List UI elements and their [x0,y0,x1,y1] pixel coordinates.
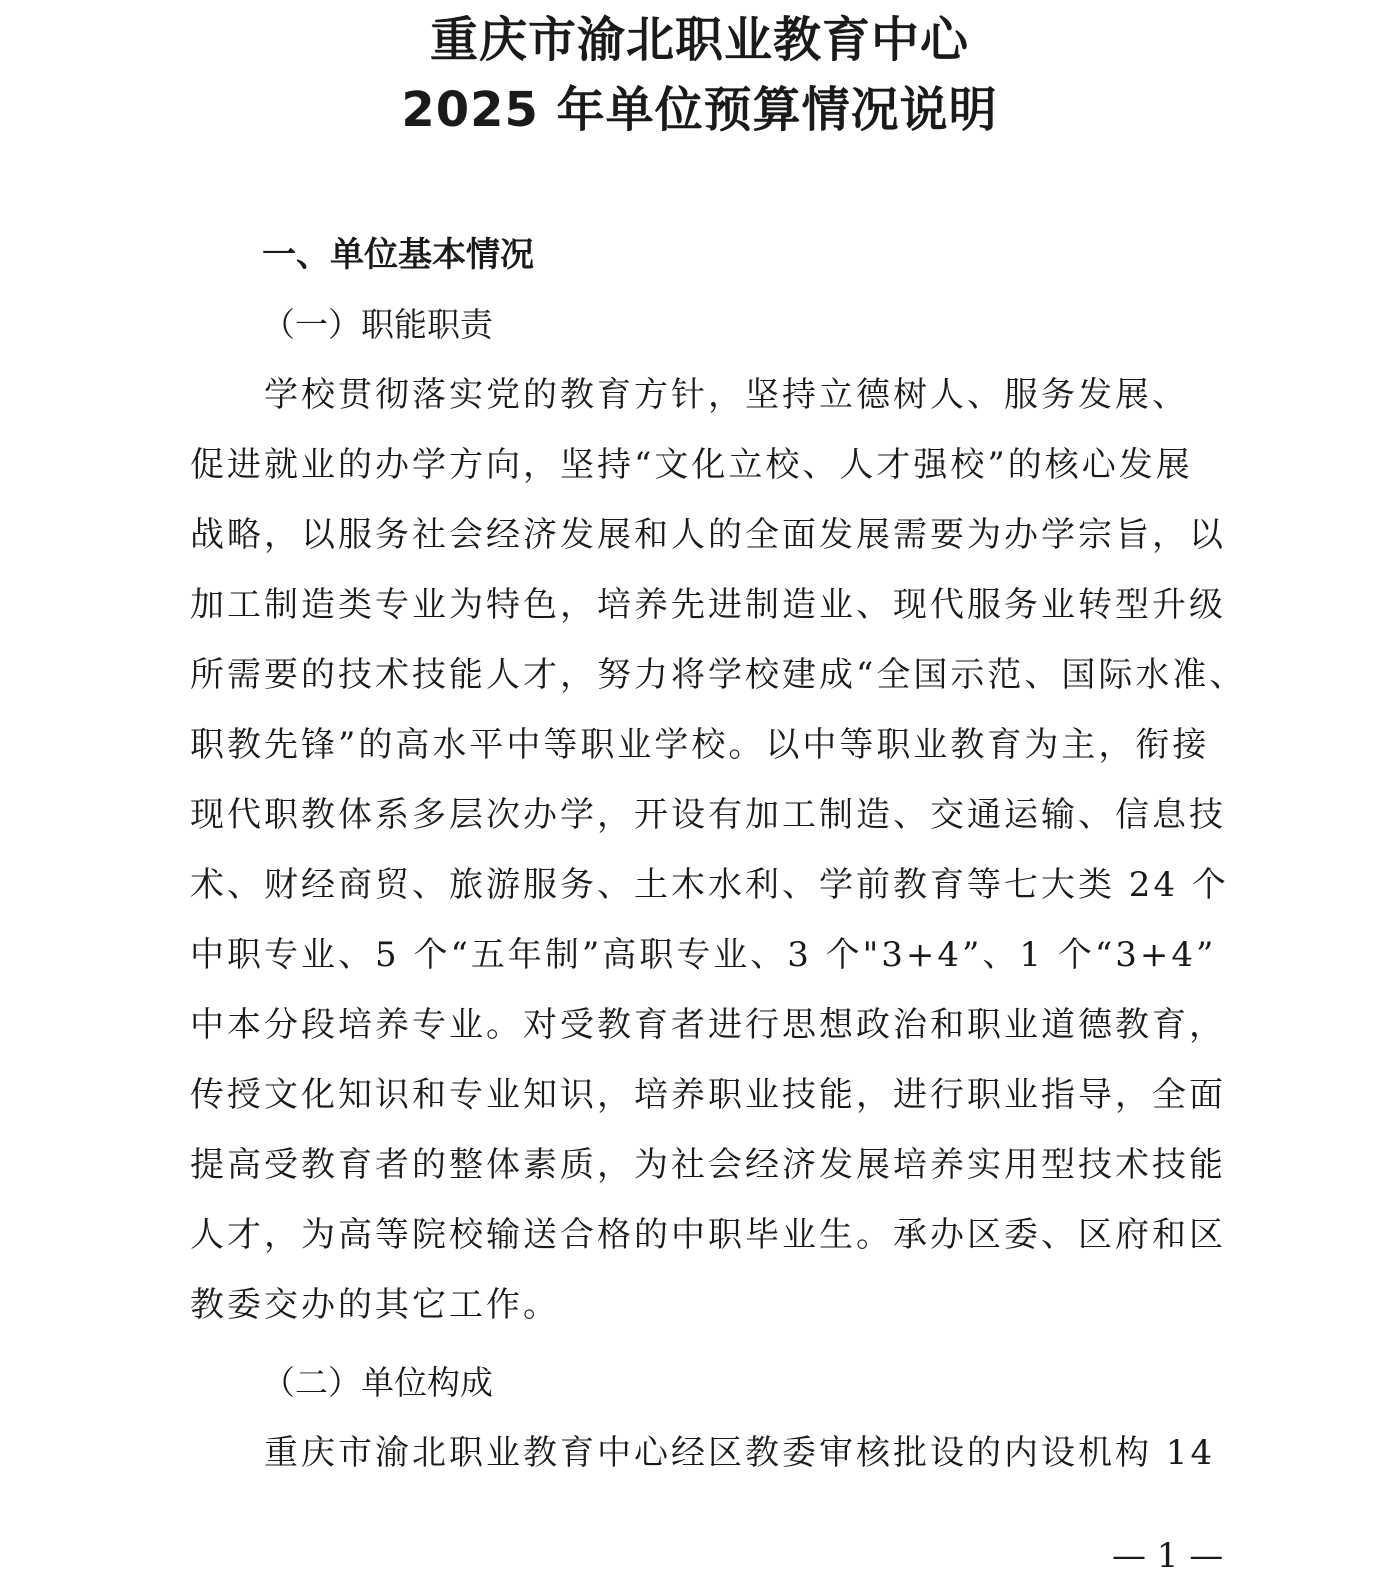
paragraph-line: 重庆市渝北职业教育中心经区教委审核批设的内设机构 14 [264,1433,1216,1473]
paragraph-line: 术、财经商贸、旅游服务、土木水利、学前教育等七大类 24 个 [190,865,1229,905]
paragraph-line: 人才，为高等院校输送合格的中职毕业生。承办区委、区府和区 [190,1215,1226,1255]
section-heading-basic-info: 一、单位基本情况 [262,235,534,275]
document-title-line-2: 2025 年单位预算情况说明 [401,82,998,138]
paragraph-line: 提高受教育者的整体素质，为社会经济发展培养实用型技术技能 [190,1145,1226,1185]
paragraph-line: 中本分段培养专业。对受教育者进行思想政治和职业道德教育， [190,1005,1226,1045]
paragraph-line: 加工制造类专业为特色，培养先进制造业、现代服务业转型升级 [190,585,1226,625]
subsection-heading-duties: （一）职能职责 [262,305,493,344]
paragraph-line: 战略，以服务社会经济发展和人的全面发展需要为办学宗旨，以 [190,515,1226,555]
paragraph-line: 传授文化知识和专业知识，培养职业技能，进行职业指导，全面 [190,1075,1226,1115]
document-title-line-1: 重庆市渝北职业教育中心 [429,12,969,68]
paragraph-line: 中职专业、5 个“五年制”高职专业、3 个"3+4”、1 个“3+4” [190,935,1217,975]
subsection-heading-composition: （二）单位构成 [262,1363,493,1402]
paragraph-line: 学校贯彻落实党的教育方针，坚持立德树人、服务发展、 [264,375,1189,415]
paragraph-line: 促进就业的办学方向，坚持“文化立校、人才强校”的核心发展 [190,445,1193,485]
paragraph-line: 现代职教体系多层次办学，开设有加工制造、交通运输、信息技 [190,795,1226,835]
page-number: — 1 — [1112,1536,1224,1576]
paragraph-line: 教委交办的其它工作。 [190,1285,560,1325]
paragraph-line: 所需要的技术技能人才，努力将学校建成“全国示范、国际水准、 [190,655,1247,695]
paragraph-line: 职教先锋”的高水平中等职业学校。以中等职业教育为主，衔接 [190,725,1210,765]
